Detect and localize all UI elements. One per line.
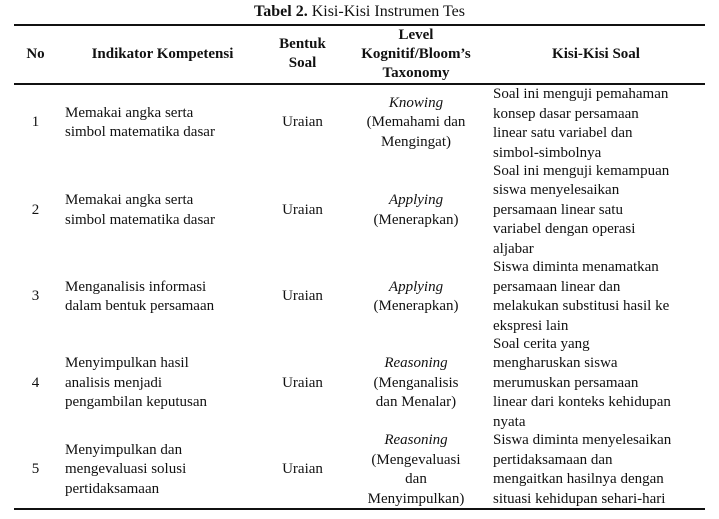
kisi-line: variabel dengan operasi bbox=[493, 221, 636, 238]
indikator-line: Menyimpulkan dan bbox=[65, 441, 183, 458]
kisi-line: Soal ini menguji pemahaman bbox=[493, 86, 669, 102]
kisi-line: melakukan substitusi hasil ke bbox=[493, 298, 670, 314]
indikator-line: pengambilan keputusan bbox=[65, 394, 208, 411]
level-english: Applying bbox=[388, 192, 444, 208]
header-bentuk-line1: Bentuk bbox=[279, 36, 326, 52]
caption-title: Kisi-Kisi Instrumen Tes bbox=[307, 3, 465, 20]
cell-kisi bbox=[493, 85, 708, 163]
header-level-line3: Taxonomy bbox=[382, 64, 450, 81]
cell-bentuk: Uraian bbox=[282, 114, 323, 131]
kisi-line: Soal ini menguji kemampuan bbox=[493, 162, 670, 179]
cell-no: 4 bbox=[31, 374, 40, 391]
header-level-line1: Level bbox=[398, 26, 434, 43]
cell-level bbox=[345, 162, 487, 259]
kisi-line: Siswa diminta menamatkan bbox=[493, 259, 659, 275]
indikator-line: Memakai angka serta bbox=[65, 192, 194, 208]
level-indonesian-line: dan bbox=[405, 471, 427, 487]
cell-kisi bbox=[493, 335, 708, 432]
table-caption bbox=[0, 2, 719, 22]
kisi-line: nyata bbox=[493, 413, 526, 430]
kisi-line: konsep dasar persamaan bbox=[493, 105, 639, 122]
cell-bentuk: Uraian bbox=[282, 374, 323, 391]
kisi-line: siswa menyelesaikan bbox=[493, 182, 620, 199]
header-indikator: Indikator Kompetensi bbox=[91, 45, 234, 62]
kisi-line: mengaitkan hasilnya dengan bbox=[493, 471, 664, 487]
kisi-line: persamaan linear dan bbox=[493, 278, 621, 295]
cell-no: 1 bbox=[31, 114, 40, 131]
level-indonesian-line: (Menerapkan) bbox=[373, 211, 459, 228]
header-bentuk bbox=[260, 25, 345, 83]
level-indonesian-line: (Memahami dan bbox=[366, 114, 466, 131]
cell-level bbox=[345, 84, 487, 162]
cell-bentuk: Uraian bbox=[282, 461, 323, 478]
cell-level bbox=[345, 335, 487, 432]
cell-bentuk: Uraian bbox=[282, 288, 323, 305]
caption-label: Tabel 2. bbox=[254, 3, 308, 20]
cell-kisi bbox=[493, 162, 708, 259]
cell-no: 3 bbox=[31, 288, 40, 305]
cell-no: 2 bbox=[31, 201, 40, 218]
indikator-line: analisis menjadi bbox=[65, 374, 163, 391]
level-english: Knowing bbox=[388, 94, 444, 111]
kisi-line: Soal cerita yang bbox=[493, 335, 590, 352]
cell-indikator bbox=[65, 84, 260, 162]
kisi-line: simbol-simbolnya bbox=[493, 144, 602, 161]
cell-indikator bbox=[65, 259, 260, 335]
kisi-line: pertidaksamaan dan bbox=[493, 451, 613, 468]
indikator-line: mengevaluasi solusi bbox=[65, 461, 187, 478]
kisi-line: Siswa diminta menyelesaikan bbox=[493, 432, 672, 448]
indikator-line: simbol matematika dasar bbox=[65, 124, 215, 140]
level-indonesian-line: Mengingat) bbox=[381, 133, 451, 150]
header-kisi: Kisi-Kisi Soal bbox=[552, 45, 640, 62]
indikator-line: dalam bentuk persamaan bbox=[65, 298, 215, 314]
kisi-line: linear dari konteks kehidupan bbox=[493, 394, 671, 411]
level-indonesian-line: (Menerapkan) bbox=[373, 298, 459, 314]
level-indonesian-line: (Mengevaluasi bbox=[371, 451, 461, 468]
indikator-line: pertidaksamaan bbox=[65, 480, 160, 497]
cell-indikator bbox=[65, 432, 260, 508]
cell-kisi bbox=[493, 259, 708, 335]
level-english: Applying bbox=[388, 278, 444, 295]
level-english: Reasoning bbox=[384, 355, 448, 372]
kisi-line: persamaan linear satu bbox=[493, 201, 623, 218]
level-indonesian-line: (Menganalisis bbox=[373, 374, 459, 391]
cell-level bbox=[345, 259, 487, 335]
cell-bentuk: Uraian bbox=[282, 201, 323, 218]
level-english: Reasoning bbox=[384, 432, 448, 448]
header-no: No bbox=[26, 45, 45, 62]
header-level-line2: Kognitif/Bloom’s bbox=[361, 45, 471, 62]
level-indonesian-line: Menyimpulkan) bbox=[367, 490, 465, 507]
cell-no: 5 bbox=[31, 461, 40, 478]
indikator-line: Menganalisis informasi bbox=[65, 278, 207, 295]
indikator-line: simbol matematika dasar bbox=[65, 211, 215, 228]
level-indonesian-line: dan Menalar) bbox=[375, 394, 457, 411]
kisi-line: mengharuskan siswa bbox=[493, 355, 618, 372]
kisi-line: merumuskan persamaan bbox=[493, 374, 639, 391]
header-bentuk-line2: Soal bbox=[288, 55, 317, 71]
kisi-line: linear satu variabel dan bbox=[493, 125, 633, 141]
header-level bbox=[345, 25, 487, 83]
cell-kisi bbox=[493, 432, 708, 508]
kisi-line: aljabar bbox=[493, 240, 534, 257]
indikator-line: Memakai angka serta bbox=[65, 104, 194, 121]
kisi-line: ekspresi lain bbox=[493, 317, 569, 334]
cell-indikator bbox=[65, 335, 260, 432]
cell-level bbox=[345, 432, 487, 508]
cell-indikator bbox=[65, 162, 260, 259]
kisi-line: situasi kehidupan sehari-hari bbox=[493, 490, 666, 507]
indikator-line: Menyimpulkan hasil bbox=[65, 355, 189, 372]
